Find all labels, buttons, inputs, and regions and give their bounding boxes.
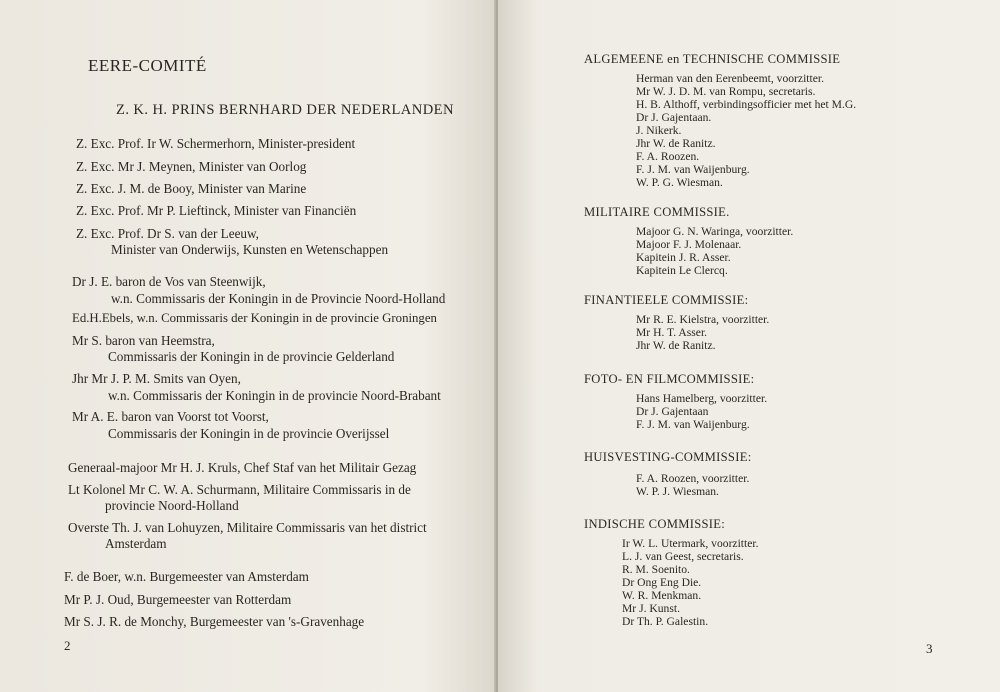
committee-member: Kapitein Le Clercq. xyxy=(636,264,728,277)
committee-member: Majoor F. J. Molenaar. xyxy=(636,238,742,251)
committee-member: H. B. Althoff, verbindingsofficier met het M.G. xyxy=(636,98,857,111)
committee-member: F. J. M. van Waijenburg. xyxy=(636,163,750,176)
committee-member: F. A. Roozen, voorzitter. xyxy=(636,472,750,485)
minister-line: Z. Exc. Prof. Mr P. Lieftinck, Minister van Financiën xyxy=(76,203,357,218)
committee-member: Mr H. T. Asser. xyxy=(636,326,708,339)
page-title: EERE-COMITÉ xyxy=(88,56,207,75)
military-line: Overste Th. J. van Lohuyzen, Militaire Commissaris van het district xyxy=(68,520,427,535)
committee-member: Dr J. Gajentaan. xyxy=(636,111,712,124)
mayor-line: Mr P. J. Oud, Burgemeester van Rotterdam xyxy=(64,592,292,607)
mayor-line: Mr S. J. R. de Monchy, Burgemeester van 's-Gravenhage xyxy=(64,614,365,629)
right-page xyxy=(498,0,1000,692)
minister-line: Z. Exc. J. M. de Booy, Minister van Marine xyxy=(76,181,307,196)
committee-member: Jhr W. de Ranitz. xyxy=(636,339,716,352)
commissioner-line-cont: Commissaris der Koningin in de provincie Overijssel xyxy=(108,426,390,441)
committee-heading: FINANTIEELE COMMISSIE: xyxy=(584,293,749,307)
prince-name: Z. K. H. PRINS BERNHARD DER NEDERLANDEN xyxy=(116,102,454,118)
minister-line-cont: Minister van Onderwijs, Kunsten en Wetenschappen xyxy=(111,242,389,257)
page-number: 3 xyxy=(926,641,933,656)
military-line-cont: provincie Noord-Holland xyxy=(105,498,239,513)
committee-member: J. Nikerk. xyxy=(636,124,682,137)
committee-heading: MILITAIRE COMMISSIE. xyxy=(584,205,730,219)
commissioner-line: Mr S. baron van Heemstra, xyxy=(72,333,215,348)
committee-heading: HUISVESTING-COMMISSIE: xyxy=(584,450,752,464)
minister-line: Z. Exc. Mr J. Meynen, Minister van Oorlog xyxy=(76,159,307,174)
committee-heading: ALGEMEENE en TECHNISCHE COMMISSIE xyxy=(584,52,841,66)
military-line: Lt Kolonel Mr C. W. A. Schurmann, Militaire Commissaris in de xyxy=(68,482,411,497)
commissioner-line: Ed.H.Ebels, w.n. Commissaris der Koningin in de provincie Groningen xyxy=(72,311,437,325)
committee-member: Herman van den Eerenbeemt, voorzitter. xyxy=(636,72,824,85)
committee-member: F. A. Roozen. xyxy=(636,150,700,163)
committee-member: Ir W. L. Utermark, voorzitter. xyxy=(622,537,759,550)
committee-member: Mr R. E. Kielstra, voorzitter. xyxy=(636,313,770,326)
left-page xyxy=(0,0,496,692)
committee-member: Dr Ong Eng Die. xyxy=(622,576,702,589)
committee-member: F. J. M. van Waijenburg. xyxy=(636,418,750,431)
committee-member: Kapitein J. R. Asser. xyxy=(636,251,731,264)
committee-member: W. P. J. Wiesman. xyxy=(636,485,719,498)
minister-line: Z. Exc. Prof. Dr S. van der Leeuw, xyxy=(76,226,259,241)
commissioner-line: Dr J. E. baron de Vos van Steenwijk, xyxy=(72,274,266,289)
committee-member: W. P. G. Wiesman. xyxy=(636,176,723,189)
military-line: Generaal-majoor Mr H. J. Kruls, Chef Staf van het Militair Gezag xyxy=(68,460,417,475)
committee-heading: FOTO- EN FILMCOMMISSIE: xyxy=(584,372,755,386)
minister-line: Z. Exc. Prof. Ir W. Schermerhorn, Minister-president xyxy=(76,136,356,151)
committee-member: Mr J. Kunst. xyxy=(622,602,680,615)
mayor-line: F. de Boer, w.n. Burgemeester van Amsterdam xyxy=(64,569,309,584)
committee-member: Hans Hamelberg, voorzitter. xyxy=(636,392,768,405)
committee-member: Jhr W. de Ranitz. xyxy=(636,137,716,150)
military-line-cont: Amsterdam xyxy=(105,536,167,551)
committee-heading: INDISCHE COMMISSIE: xyxy=(584,517,726,531)
committee-member: Mr W. J. D. M. van Rompu, secretaris. xyxy=(636,85,816,98)
committee-member: R. M. Soenito. xyxy=(622,563,690,576)
commissioner-line: Jhr Mr J. P. M. Smits van Oyen, xyxy=(72,371,241,386)
commissioner-line: Mr A. E. baron van Voorst tot Voorst, xyxy=(72,409,269,424)
commissioner-line-cont: w.n. Commissaris der Koningin in de Provincie Noord-Holland xyxy=(111,291,446,306)
page-number: 2 xyxy=(64,638,71,653)
committee-member: L. J. van Geest, secretaris. xyxy=(622,550,744,563)
commissioner-line-cont: Commissaris der Koningin in de provincie Gelderland xyxy=(108,349,395,364)
commissioner-line-cont: w.n. Commissaris der Koningin in de provincie Noord-Brabant xyxy=(108,388,441,403)
committee-member: W. R. Menkman. xyxy=(622,589,702,602)
committee-member: Dr Th. P. Galestin. xyxy=(622,615,709,628)
committee-member: Dr J. Gajentaan xyxy=(636,405,709,418)
committee-member: Majoor G. N. Waringa, voorzitter. xyxy=(636,225,794,238)
